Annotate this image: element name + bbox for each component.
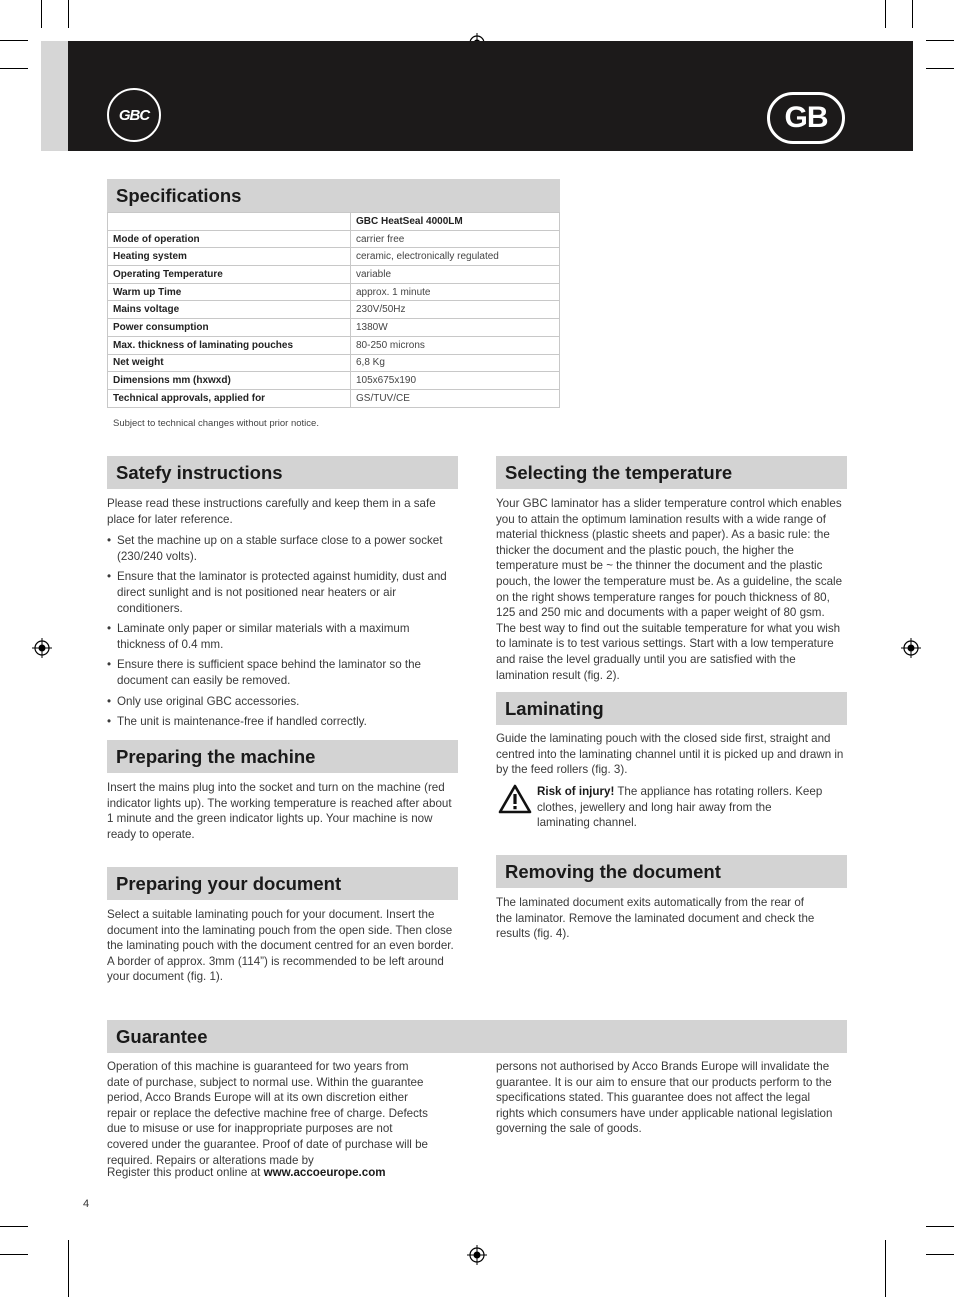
table-row: [108, 354, 560, 372]
crop-mark: [68, 1240, 69, 1297]
registration-mark-icon: [901, 638, 921, 658]
temperature-heading: Selecting the temperature: [496, 456, 847, 489]
table-row: [108, 230, 560, 248]
register-line: [107, 1165, 507, 1181]
specifications-note: Subject to technical changes without prior notice.: [113, 418, 319, 429]
spec-value: 105x675x190: [351, 372, 560, 390]
safety-body: [107, 496, 459, 735]
crop-mark: [0, 40, 28, 41]
spec-value: 6,8 Kg: [351, 354, 560, 372]
language-badge: GB: [767, 92, 845, 144]
page-number: 4: [83, 1198, 90, 1210]
spec-label: Operating Temperature: [108, 266, 351, 284]
spec-value: approx. 1 minute: [351, 283, 560, 301]
laminating-body: Guide the laminating pouch with the closed side first, straight and centred into the laminating channel until it is picked up and drawn in by the feed rollers (fig. 3).: [496, 732, 844, 777]
table-row: [108, 336, 560, 354]
guarantee-heading: Guarantee: [107, 1020, 847, 1053]
register-link[interactable]: www.accoeurope.com: [263, 1166, 386, 1179]
preparing-machine-heading: Preparing the machine: [107, 740, 458, 773]
table-column-header: GBC HeatSeal 4000LM: [351, 213, 560, 231]
list-item: • Ensure there is sufficient space behind the laminator so the document can easily be removed.: [107, 657, 459, 688]
guarantee-col1: Operation of this machine is guaranteed for two years from date of purchase, subject to normal use. Within the guarantee period, Acco Brands Europe will at its own discretion either repair or replace the defective machine free of charge. Defects due to misuse or use for inappropriate purposes are not covered under the guarantee. Proof of date of purchase will be required. Repairs or alterations made by: [107, 1060, 428, 1167]
laminating-warning: [537, 784, 827, 831]
spec-label: Power consumption: [108, 319, 351, 337]
spec-label: Mode of operation: [108, 230, 351, 248]
crop-mark: [926, 1226, 954, 1227]
spec-label: Heating system: [108, 248, 351, 266]
spec-value: 1380W: [351, 319, 560, 337]
spec-label: Technical approvals, applied for: [108, 389, 351, 407]
table-row: [108, 266, 560, 284]
safety-heading: Satefy instructions: [107, 456, 458, 489]
spec-label: Warm up Time: [108, 283, 351, 301]
crop-mark: [885, 0, 886, 28]
crop-mark: [0, 1226, 28, 1227]
preparing-machine-body: Insert the mains plug into the socket and turn on the machine (red indicator lights up). The working temperature is reached after about 1 minute and the green indicator lights up. Your machine is now ready to operate.: [107, 781, 452, 841]
guarantee-col2: persons not authorised by Acco Brands Europe will invalidate the guarantee. It is our aim to ensure that our products perform to the specifications stated. This guarantee does not affect the legal rights which consumers have under applicable national legislation governing the sale of goods.: [496, 1060, 833, 1136]
list-item: • The unit is maintenance-free if handled correctly.: [107, 714, 459, 730]
spec-value: 80-250 microns: [351, 336, 560, 354]
removing-body: The laminated document exits automatically from the rear of the laminator. Remove the laminated document and check the results (fig. 4).: [496, 896, 815, 941]
crop-mark: [0, 1254, 28, 1255]
spec-value: GS/TUV/CE: [351, 389, 560, 407]
spec-value: variable: [351, 266, 560, 284]
spec-value: ceramic, electronically regulated: [351, 248, 560, 266]
preparing-document-heading: Preparing your document: [107, 867, 458, 900]
specifications-heading: Specifications: [107, 179, 560, 212]
crop-mark: [41, 0, 42, 28]
safety-intro: Please read these instructions carefully and keep them in a safe place for later reference.: [107, 497, 436, 526]
spec-label: Max. thickness of laminating pouches: [108, 336, 351, 354]
table-row: [108, 283, 560, 301]
table-row: [108, 248, 560, 266]
crop-mark: [68, 0, 69, 28]
removing-heading: Removing the document: [496, 855, 847, 888]
table-row: [108, 319, 560, 337]
crop-mark: [0, 68, 28, 69]
list-item: • Laminate only paper or similar materials with a maximum thickness of 0.4 mm.: [107, 621, 459, 652]
list-item: • Only use original GBC accessories.: [107, 694, 459, 710]
specifications-table: [107, 212, 560, 408]
table-row: [108, 301, 560, 319]
spec-label: Dimensions mm (hxwxd): [108, 372, 351, 390]
gbc-logo: GBC: [107, 88, 161, 142]
warning-label: Risk of injury!: [537, 785, 615, 798]
spec-label: Mains voltage: [108, 301, 351, 319]
preparing-document-body: Select a suitable laminating pouch for your document. Insert the document into the laminating pouch from the open side. Then close the laminating pouch with the document centred for an even border. A border of approx. 3mm (114”) is recommended to be left around your document (fig. 1).: [107, 908, 454, 984]
spec-value: carrier free: [351, 230, 560, 248]
table-row: [108, 389, 560, 407]
spec-value: 230V/50Hz: [351, 301, 560, 319]
crop-mark: [926, 40, 954, 41]
laminating-heading: Laminating: [496, 692, 847, 725]
warning-text: The appliance has rotating rollers. Keep clothes, jewellery and long hair away from the laminating channel.: [537, 785, 823, 830]
list-item: • Set the machine up on a stable surface close to a power socket (230/240 volts).: [107, 533, 459, 564]
table-header-empty: [108, 213, 351, 231]
crop-mark: [912, 0, 913, 28]
list-item: • Ensure that the laminator is protected against humidity, dust and direct sunlight and is not positioned near heaters or air conditioners.: [107, 569, 459, 616]
registration-mark-icon: [32, 638, 52, 658]
crop-mark: [885, 1240, 886, 1297]
header-side-band: [41, 41, 68, 151]
temperature-body: Your GBC laminator has a slider temperature control which enables you to attain the optimum lamination results with a wide range of material thickness (plastic sheets and paper). As a basic rule: the thicker the document and the plastic pouch, the higher the temperature must be ~ the thinner the document and the plastic pouch, the lower the temperature must be. As a guideline, the scale on the right shows temperature ranges for pouch thickness of 80, 125 and 250 mic and documents with a paper weight of 80 gsm. The best way to find out the suitable temperature for what you wish to laminate is to test various settings. Start with a low temperature and raise the level gradually until you are satisfied with the lamination result (fig. 2).: [496, 497, 843, 682]
crop-mark: [926, 68, 954, 69]
table-header-row: [108, 213, 560, 231]
crop-mark: [926, 1254, 954, 1255]
register-prefix: Register this product online at: [107, 1166, 264, 1179]
warning-triangle-icon: [498, 784, 532, 814]
table-row: [108, 372, 560, 390]
spec-label: Net weight: [108, 354, 351, 372]
safety-list: [107, 533, 459, 730]
specifications-section: [107, 179, 560, 408]
registration-mark-icon: [467, 1245, 487, 1265]
